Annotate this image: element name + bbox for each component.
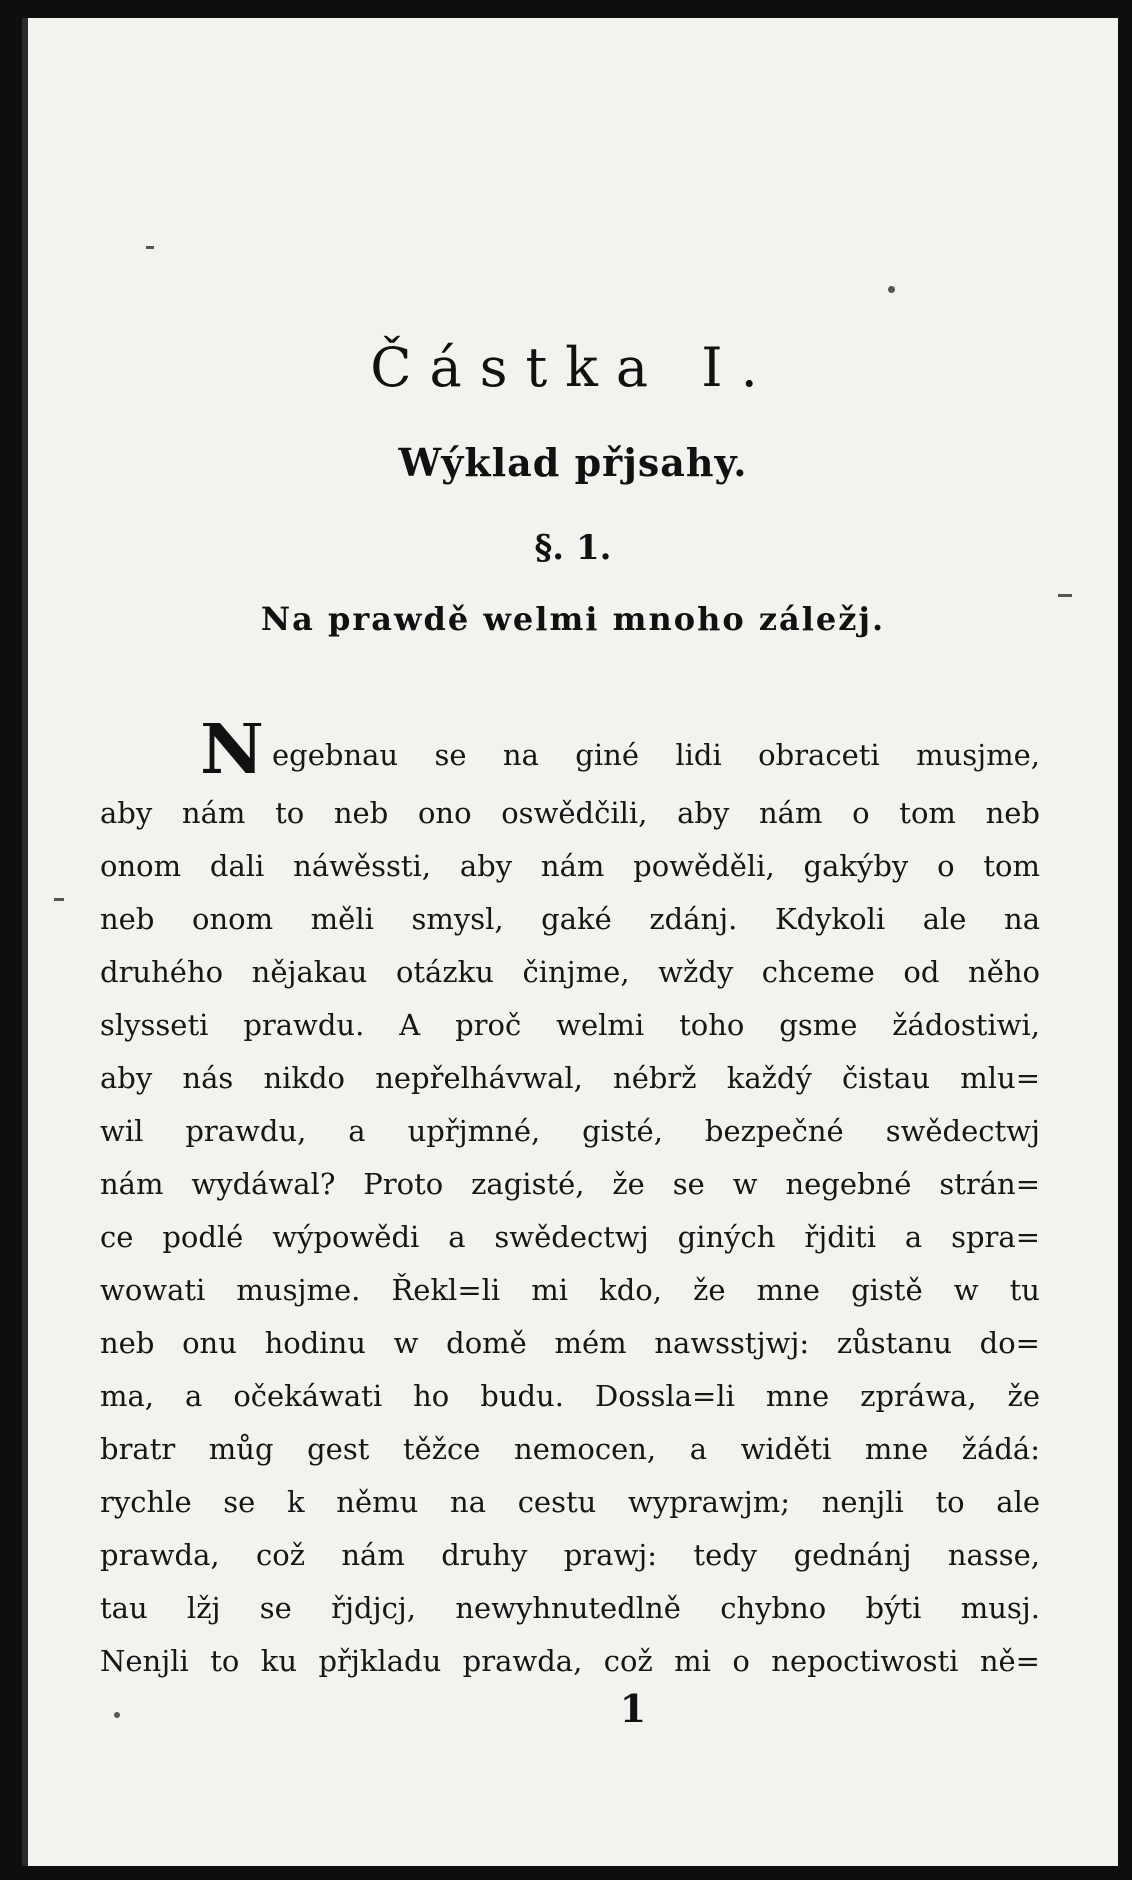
page-number: 1 — [619, 1686, 647, 1731]
section-number: §. 1. — [534, 528, 612, 568]
part-title: Částka I. — [370, 336, 776, 399]
text-line: slysseti prawdu. A proč welmi toho gsme žádostiwi, — [100, 1008, 1040, 1042]
print-speck — [146, 246, 154, 249]
print-speck — [1058, 594, 1072, 597]
text-line: aby nám to neb ono oswědčili, aby nám o tom neb — [100, 796, 1040, 830]
text-line: ma, a očekáwati ho budu. Dossla=li mne zpráwa, že — [100, 1379, 1040, 1413]
body-text — [100, 723, 1040, 1688]
text-line: druhého nějakau otázku činjme, wždy chceme od něho — [100, 955, 1040, 989]
text-line: aby nás nikdo nepřelhávwal, nébrž každý čistau mlu= — [100, 1061, 1040, 1095]
text-line: wowati musjme. Řekl=li mi kdo, že mne gistě w tu — [100, 1273, 1040, 1307]
text-line: neb onom měli smysl, gaké zdánj. Kdykoli ale na — [100, 902, 1040, 936]
first-line-text: egebnau se na giné lidi obraceti musjme, — [272, 738, 1040, 772]
text-line: nám wydáwal? Proto zagisté, že se w negebné strán= — [100, 1167, 1040, 1201]
chapter-subtitle: Wýklad přjsahy. — [398, 440, 748, 485]
text-line: tau lžj se řjdjcj, newyhnutedlně chybno býti musj. — [100, 1591, 1040, 1625]
text-line: neb onu hodinu w domě mém nawsstjwj: zůstanu do= — [100, 1326, 1040, 1360]
book-page — [22, 18, 1118, 1866]
text-line: wil prawdu, a upřjmné, gisté, bezpečné swědectwj — [100, 1114, 1040, 1148]
text-line: ce podlé wýpowědi a swědectwj giných řjditi a spra= — [100, 1220, 1040, 1254]
text-line: prawda, což nám druhy prawj: tedy gednánj nasse, — [100, 1538, 1040, 1572]
text-line: onom dali náwěssti, aby nám powěděli, gakýby o tom — [100, 849, 1040, 883]
section-title: Na prawdě welmi mnoho záležj. — [260, 600, 886, 638]
drop-cap: N — [200, 723, 264, 787]
print-speck — [888, 286, 895, 293]
text-line: rychle se k němu na cestu wyprawjm; nenjli to ale — [100, 1485, 1040, 1519]
first-line — [100, 723, 1040, 787]
print-speck — [54, 898, 64, 901]
text-line: Nenjli to ku přjkladu prawda, což mi o nepoctiwosti ně= — [100, 1644, 1040, 1678]
text-line: bratr můg gest těžce nemocen, a widěti mne žádá: — [100, 1432, 1040, 1466]
